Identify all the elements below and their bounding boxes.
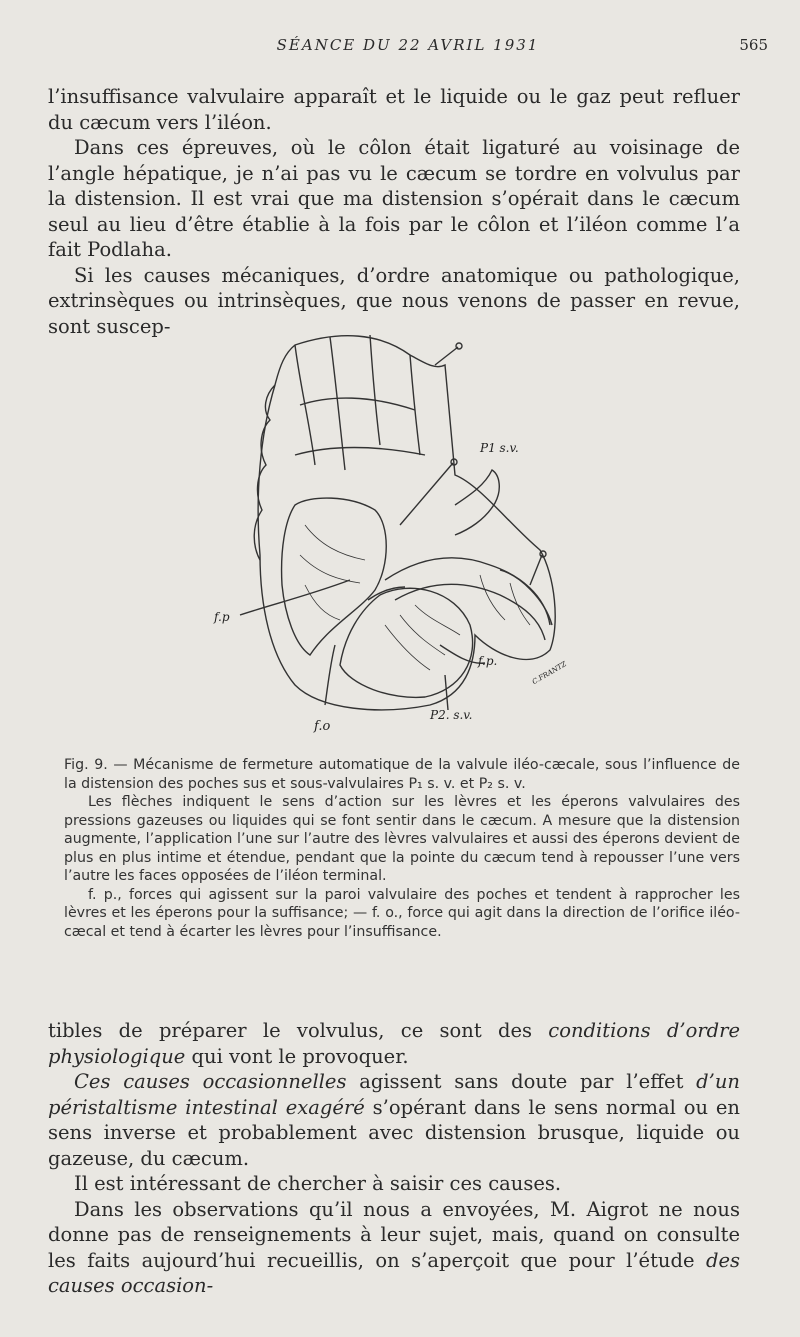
caption-line: — Mécanisme de fermeture automatique de la valvule iléo-cæcale, sous l’influence de la distension des poches sus et sous-valvulaires P₁ s. v. et P₂ s. v. (64, 757, 740, 792)
text-span: agissent sans doute par l’effet (346, 1070, 697, 1093)
text-span: tibles de préparer le volvulus, ce sont des (48, 1019, 549, 1042)
label-fp-left: f.p (214, 610, 230, 624)
label-p1sv: P1 s.v. (480, 441, 519, 455)
text-span: qui vont le provoquer. (185, 1044, 409, 1068)
running-title: SÉANCE DU 22 AVRIL 1931 (276, 36, 540, 54)
paragraph (48, 1197, 740, 1299)
anatomical-drawing (240, 335, 555, 710)
figure-label: Fig. 9. (64, 757, 108, 773)
ileocecal-valve-figure (200, 325, 580, 745)
caption-paragraph: f. p., forces qui agissent sur la paroi valvulaire des poches et tendent à rapprocher les lèvres et les éperons pour la suffisance; — f. o., force qui agit dans la direction de l’orifice iléo-cæcal et tend à écarter les lèvres pour l’insuffisance. (64, 886, 740, 940)
figure-caption (64, 756, 740, 941)
emphasis: conditions d’ordre physiologique (48, 1019, 740, 1068)
text-span: Dans les observations qu’il nous a envoyées, M. Aigrot ne nous donne pas de renseignements à leur sujet, mais, quand on consulte les faits aujourd’hui recueillis, on s’aperçoit que pour l’étude (48, 1197, 740, 1272)
paragraph (48, 1018, 740, 1069)
paragraph (48, 1069, 740, 1171)
paragraph: Si les causes mécaniques, d’ordre anatomique ou pathologique, extrinsèques ou intrinsèques, que nous venons de passer en revue, sont suscep- (48, 263, 740, 338)
body-text-bottom (48, 1018, 740, 1299)
paragraph: l’insuffisance valvulaire apparaît et le liquide ou le gaz peut refluer du cæcum vers l’iléon. (48, 85, 740, 134)
emphasis: Ces causes occasionnelles (74, 1070, 347, 1093)
emphasis: d’un péristaltisme intestinal exagéré (48, 1070, 740, 1119)
paragraph: Il est intéressant de chercher à saisir ces causes. (74, 1172, 562, 1195)
paragraph: Dans ces épreuves, où le côlon était ligaturé au voisinage de l’angle hépatique, je n’ai pas vu le cæcum se tordre en volvulus par la distension. Il est vrai que ma distension s’opérait dans le cæcum seul au lieu d’être établie à la fois par le côlon et l’iléon comme l’a fait Podlaha. (48, 136, 740, 261)
caption-paragraph: Les flèches indiquent le sens d’action sur les lèvres et les éperons valvulaires des pressions gazeuses ou liquides qui se font sentir dans le cæcum. A mesure que la distension augmente, l’application l’une sur l’autre des lèvres valvulaires et aussi des éperons devient de plus en plus intime et étendue, pendant que la pointe du cæcum tend à repousser l’une vers l’autre les faces opposées de l’iléon terminal. (64, 794, 740, 884)
body-text-top (48, 84, 740, 339)
text-span: s’opérant dans le sens normal ou en sens inverse et probablement avec distension brusque, liquide ou gazeuse, du cæcum. (48, 1095, 740, 1170)
artist-signature: C.FRANTZ (530, 660, 568, 687)
page-number: 565 (739, 36, 768, 54)
label-fo: f.o (314, 719, 331, 734)
label-fp-right: f.p. (478, 654, 498, 668)
emphasis: des causes occasion- (48, 1248, 740, 1297)
label-p2sv: P2. s.v. (430, 708, 473, 722)
